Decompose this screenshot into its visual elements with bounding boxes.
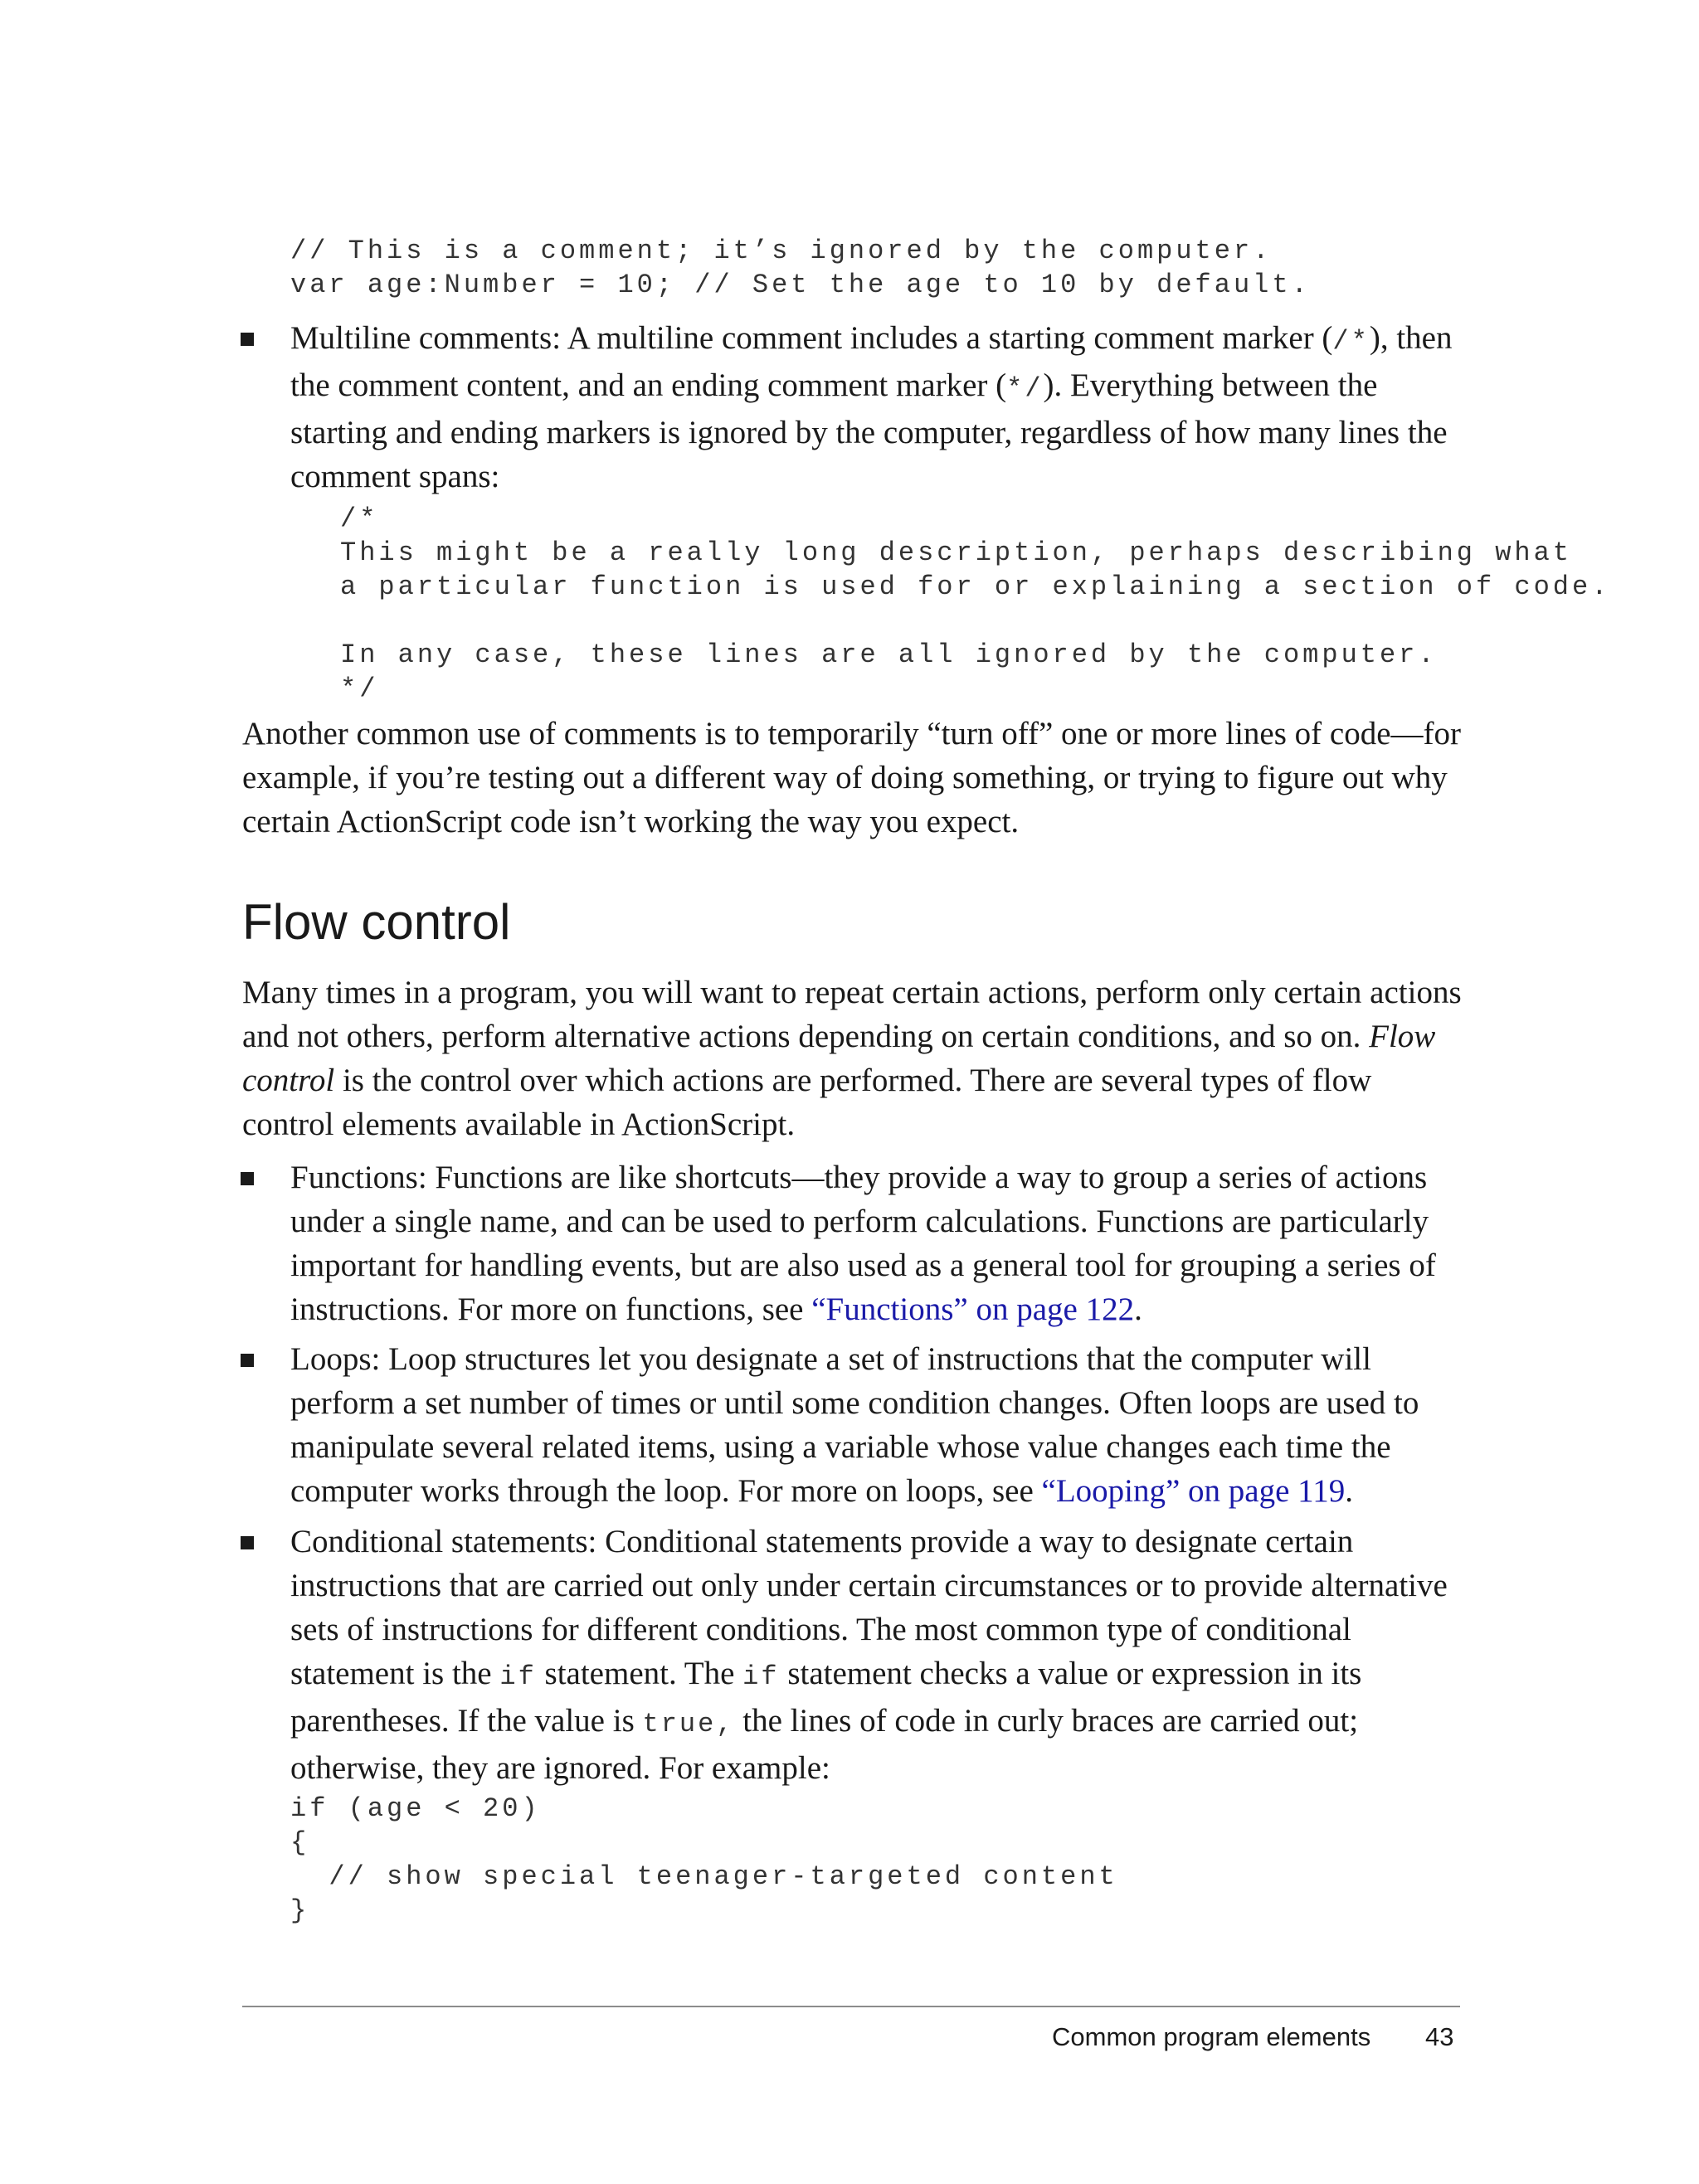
- code-line: // show special teenager-targeted content: [290, 1861, 1118, 1892]
- link-looping-page[interactable]: “Looping” on page 119: [1041, 1473, 1346, 1509]
- text-run: ), then the comment content, and an ending comment marker (: [290, 320, 1453, 403]
- bullet-text: [290, 1337, 1464, 1513]
- code-block-if-example: [290, 1792, 1118, 1928]
- text-run: Conditional statements: Conditional statements provide a way to designate certain instructions that are carried out only under certain circumstances or to provide alternative sets of instructions for different conditions. The most common type of conditional statement is the: [290, 1524, 1448, 1691]
- emphasis-term: Flow control: [242, 1019, 1436, 1098]
- paragraph-comments: Another common use of comments is to temporarily “turn off” one or more lines of code—for example, if you’re testing out a different way of doing something, or trying to figure out why certain ActionScript code isn’t working the way you expect.: [242, 716, 1461, 839]
- code-line: // This is a comment; it’s ignored by the computer.: [290, 236, 1273, 266]
- text-run: is the control over which actions are performed. There are several types of flow control elements available in ActionScript.: [242, 1063, 1372, 1142]
- footer-page-number: 43: [1425, 2022, 1454, 2051]
- bullet-functions: [241, 1155, 1468, 1331]
- bullet-text: [290, 1155, 1464, 1331]
- bullet-conditional-statements: [241, 1520, 1468, 1785]
- section-heading: Flow control: [242, 894, 511, 950]
- text-run: Functions: Functions are like shortcuts—they provide a way to group a series of actions under a single name, and can be used to perform calculations. Functions are particularly important for handling events, but are also used as a general tool for grouping a series of instructions. For more on functions, see: [290, 1160, 1436, 1327]
- inline-code: true,: [642, 1709, 735, 1739]
- text-run: the lines of code in curly braces are carried out; otherwise, they are ignored. For example:: [290, 1703, 1359, 1786]
- text-run: ). Everything between the starting and ending markers is ignored by the computer, regardless of how many lines the comment spans:: [290, 367, 1448, 494]
- code-line: var age:Number = 10; // Set the age to 10 by default.: [290, 270, 1311, 300]
- bullet-square-icon: [241, 333, 254, 346]
- text-run: Loops: Loop structures let you designate a set of instructions that the computer will perform a set number of times or until some condition changes. Often loops are used to manipulate several related items, using a variable whose value changes each time the computer works through the loop. For more on loops, see: [290, 1341, 1419, 1509]
- inline-code: */: [1006, 373, 1044, 404]
- code-line: a particular function is used for or explaining a section of code.: [340, 572, 1611, 602]
- code-line: In any case, these lines are all ignored by the computer.: [340, 640, 1438, 670]
- code-line: */: [340, 674, 379, 704]
- text-run: Multiline comments: A multiline comment includes a starting comment marker (: [290, 320, 1333, 356]
- bullet-loops: [241, 1337, 1468, 1513]
- code-block-multiline-comment: [340, 502, 1610, 706]
- bullet-text: [290, 316, 1464, 499]
- bullet-square-icon: [241, 1172, 254, 1185]
- bullet-multiline-comments: [241, 316, 1468, 492]
- code-line: }: [290, 1895, 310, 1926]
- inline-code: if: [742, 1661, 780, 1692]
- code-line: {: [290, 1827, 310, 1858]
- inline-code: /*: [1332, 326, 1370, 357]
- text-run: .: [1134, 1291, 1142, 1327]
- paragraph-flow-control-intro: [242, 970, 1462, 1146]
- footer-chapter-title: Common program elements: [1052, 2022, 1371, 2051]
- code-line: if (age < 20): [290, 1793, 541, 1824]
- bullet-square-icon: [241, 1354, 254, 1367]
- bullet-square-icon: [241, 1536, 254, 1549]
- code-line: This might be a really long description, perhaps describing what: [340, 537, 1572, 568]
- text-run: statement checks a value or expression in its parentheses. If the value is: [290, 1656, 1362, 1739]
- text-run: .: [1345, 1473, 1353, 1509]
- footer-divider: [242, 2006, 1460, 2007]
- text-run: Many times in a program, you will want to repeat certain actions, perform only certain actions and not others, perform alternative actions depending on certain conditions, and so on.: [242, 975, 1462, 1054]
- text-run: statement. The: [536, 1656, 743, 1691]
- bullet-text: [290, 1520, 1464, 1790]
- code-line: /*: [340, 503, 379, 534]
- inline-code: if: [499, 1661, 537, 1692]
- link-functions-page[interactable]: “Functions” on page 122: [811, 1291, 1135, 1327]
- code-block-single-line-comments: [290, 234, 1311, 302]
